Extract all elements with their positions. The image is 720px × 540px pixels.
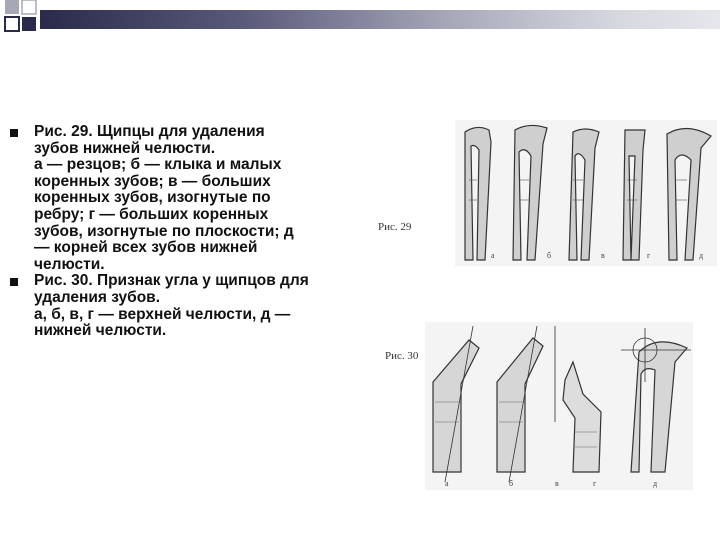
fig30-letter: в	[555, 479, 559, 488]
fig30-letter: а	[445, 479, 449, 488]
fig29-letter: в	[601, 251, 605, 260]
square-bullet-icon	[10, 278, 18, 286]
bullet-title: Рис. 30. Признак угла у щипцов для удаления зубов.	[34, 272, 309, 306]
bullet-title: Рис. 29. Щипцы для удаления зубов нижней челюсти.	[34, 123, 265, 157]
fig30-letter: г	[593, 479, 597, 488]
fig30-angle-illustration	[425, 322, 693, 490]
fig29-forceps-illustration	[455, 120, 717, 266]
bullet-fig29	[10, 124, 310, 273]
fig29-letter: д	[699, 251, 704, 260]
fig29-letter: а	[491, 251, 495, 260]
header-bar	[40, 10, 720, 29]
bullet-body: а — резцов; б — клыка и малых коренных зубов; в — больших коренных зубов, изогнутые по ребру; г — больших коренных зубов, изогнутые по плоскости; д — корней всех зубов нижней челюсти.	[34, 156, 294, 273]
fig29-letter: б	[547, 251, 552, 260]
fig30-label: Рис. 30	[385, 350, 419, 362]
fig29-label: Рис. 29	[378, 221, 412, 233]
fig30-letter: б	[509, 479, 514, 488]
square-bullet-icon	[10, 129, 18, 137]
fig30-letter: д	[653, 479, 658, 488]
bullet-fig30	[10, 273, 310, 339]
fig29-letter: г	[647, 251, 651, 260]
bullet-list	[10, 124, 310, 340]
bullet-body: а, б, в, г — верхней челюсти, д — нижней челюсти.	[34, 305, 291, 340]
